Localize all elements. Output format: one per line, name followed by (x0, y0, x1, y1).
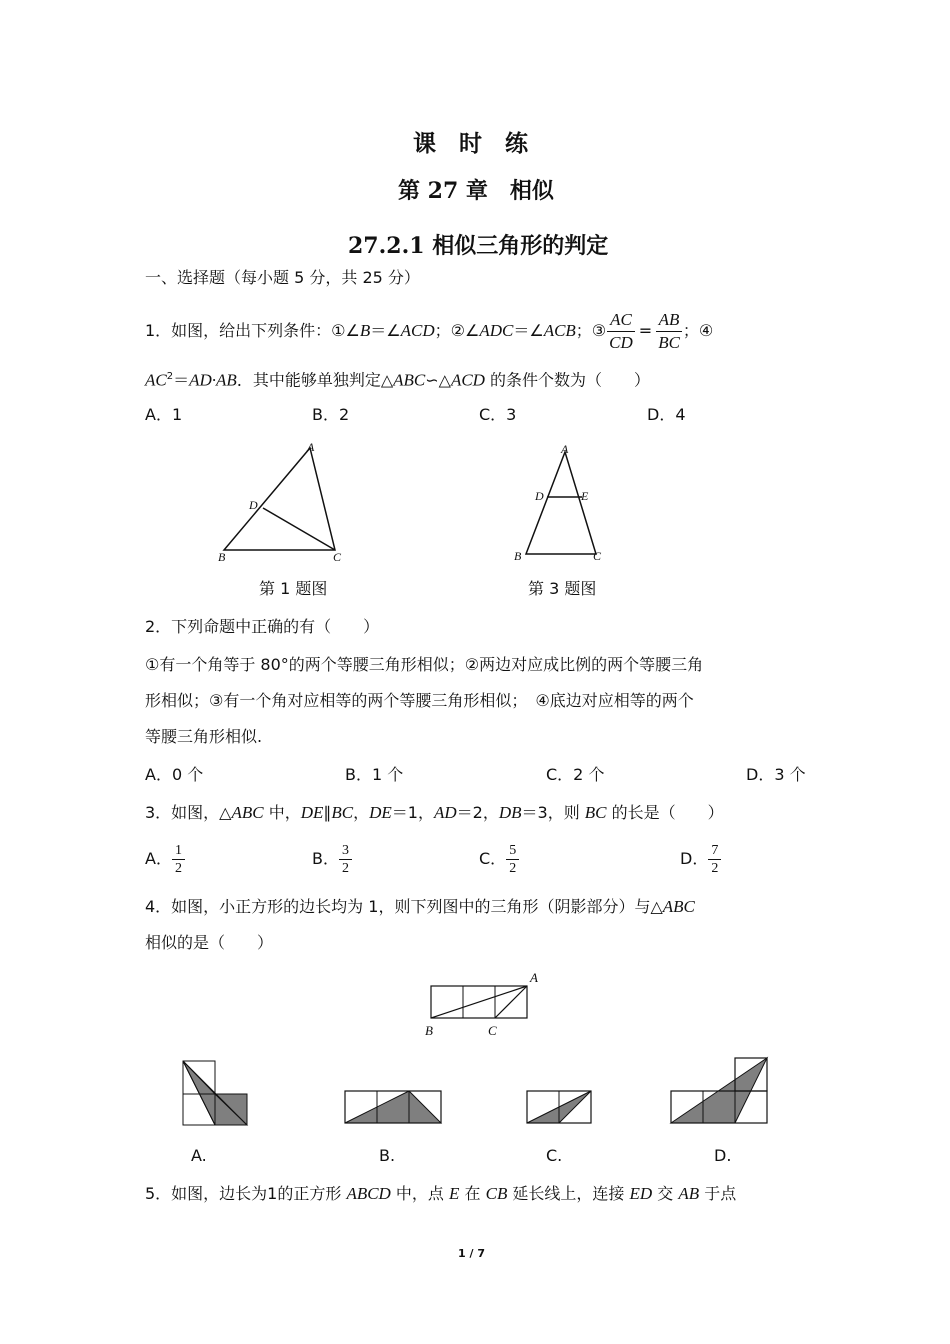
q3-option-a (145, 839, 185, 879)
q5-ed: ED (629, 1184, 653, 1203)
fig3-caption: 第 3 题图 (528, 579, 597, 598)
q4-option-a-label: A. (191, 1146, 207, 1165)
q5-e: E (449, 1184, 460, 1203)
section-heading: 一、选择题（每小题 5 分，共 25 分） (145, 268, 420, 287)
question-4-stem-line-2: 相似的是（ ） (145, 933, 274, 952)
q4-option-b-shaded-triangle (345, 1091, 441, 1123)
q1-option-a: A．1 (145, 405, 183, 424)
q4-option-c-label: C. (546, 1146, 563, 1165)
q1-fraction-ab-bc (655, 309, 683, 354)
question-2-stem: 2．下列命题中正确的有（ ） (145, 617, 380, 636)
q1-line2-tail: 的条件个数为（ ） (484, 370, 651, 390)
q1-frac2-num: AB (656, 309, 683, 332)
q4-option-d-label: D. (714, 1146, 732, 1165)
fig3-label-b: B (514, 549, 522, 563)
q5-ab: AB (678, 1184, 700, 1203)
q3-de: DE (300, 803, 324, 822)
q2-statement-line-2: 形相似；③有一个角对应相等的两个等腰三角形相似； ④底边对应相等的两个 (145, 691, 694, 710)
q1-acd: ACD (400, 321, 435, 340)
chapter-title: 第 27 章 相似 (398, 178, 554, 204)
q3-option-c-fraction (506, 842, 519, 877)
question-1-stem (145, 306, 713, 356)
q3-option-b-num: 3 (339, 842, 352, 860)
question-5-stem (145, 1184, 736, 1204)
fig3-label-e: E (581, 489, 589, 503)
q4-option-c-figure (526, 1090, 594, 1126)
q3-p3: ∥ (323, 803, 332, 822)
q1-adc: ADC (479, 321, 514, 340)
q1-equals: = (638, 321, 653, 340)
q3-option-d-den: 2 (711, 860, 719, 876)
q3-option-c-den: 2 (509, 860, 517, 876)
fig3-label-c: C (593, 549, 602, 563)
q3-de2: DE (369, 803, 392, 822)
section-title: 27.2.1 相似三角形的判定 (348, 233, 609, 259)
q2-option-b: B．1 个 (345, 765, 404, 784)
q3-option-c (479, 839, 519, 879)
q3-option-a-fraction (172, 842, 185, 877)
q3-p2: 中， (263, 803, 301, 822)
q1-eq1: ＝∠ (370, 321, 401, 340)
q3-p4: ， (353, 803, 370, 822)
q3-ad: AD (433, 803, 457, 822)
q3-option-d (680, 839, 721, 879)
q4-line1-abc: ABC (662, 897, 695, 916)
fig1-label-c: C (333, 550, 342, 564)
q1-option-c: C．3 (479, 405, 517, 424)
q1-line2-text: ．其中能够单独判定△ (236, 370, 394, 390)
q4-label-a: A (530, 970, 538, 985)
q2-option-a: A．0 个 (145, 765, 204, 784)
fig1-label-d: D (249, 498, 258, 512)
fig3-label-d: D (535, 489, 544, 503)
q1-frac1-num: AC (607, 309, 635, 332)
q1-line2-sup: 2 (166, 371, 174, 382)
q4-option-d-figure (670, 1057, 770, 1127)
q5-abcd: ABCD (346, 1184, 391, 1203)
q3-option-c-num: 5 (506, 842, 519, 860)
document-title: 课 时 练 (413, 130, 528, 157)
fig1-label-a: A (307, 440, 315, 454)
q1-line2-ac: AC (145, 370, 167, 390)
q3-option-d-letter: D． (680, 849, 709, 868)
page-number: 1 / 7 (458, 1247, 485, 1260)
q1-sep1: ；②∠ (434, 321, 480, 340)
fig1-triangle-abc (224, 448, 335, 550)
q3-p7: ＝3，则 (521, 803, 585, 822)
q1-prefix: 1．如图，给出下列条件：①∠ (145, 321, 360, 340)
q1-frac2-den: BC (658, 332, 680, 352)
q4-label-b: B (425, 1023, 433, 1038)
question-1-condition-line (145, 367, 650, 390)
q3-bc2: BC (584, 803, 607, 822)
q3-option-a-letter: A． (145, 849, 172, 868)
fig3-label-a: A (561, 442, 569, 456)
q2-option-c: C．2 个 (546, 765, 605, 784)
q1-frac1-den: CD (609, 332, 633, 352)
q1-eq2: ＝∠ (513, 321, 544, 340)
q3-p1: 3．如图，△ (145, 803, 232, 822)
q4-label-c: C (488, 1023, 497, 1038)
q1-acb: ACB (543, 321, 576, 340)
q3-bc: BC (331, 803, 354, 822)
q3-option-b-letter: B． (312, 849, 339, 868)
q3-option-b-fraction (339, 842, 352, 877)
q1-line2-acd: ACD (450, 370, 485, 390)
q1-option-d: D．4 (647, 405, 686, 424)
q3-p8: 的长是（ ） (606, 803, 724, 822)
q1-angle-b: B (359, 321, 371, 340)
q5-p2: 中，点 (390, 1184, 450, 1203)
q3-abc: ABC (231, 803, 264, 822)
q1-line2-eq: ＝ (173, 370, 190, 390)
q3-option-c-letter: C． (479, 849, 507, 868)
q2-option-d: D．3 个 (746, 765, 806, 784)
q1-line2-sim: ∽△ (425, 370, 451, 390)
q3-p6: ＝2， (456, 803, 499, 822)
q3-option-b (312, 839, 352, 879)
q5-p6: 于点 (699, 1184, 737, 1203)
q5-p3: 在 (459, 1184, 486, 1203)
fig1-segment-dc (263, 508, 335, 550)
q1-sep3: ；④ (682, 321, 714, 340)
q5-p4: 延长线上，连接 (507, 1184, 630, 1203)
question-4-stem (145, 897, 695, 917)
q5-cb: CB (485, 1184, 508, 1203)
fig1-caption: 第 1 题图 (259, 579, 328, 598)
q3-option-d-num: 7 (708, 842, 721, 860)
q4-option-b-label: B. (379, 1146, 396, 1165)
q4-option-b-figure (344, 1090, 444, 1126)
q1-line2-abc: ABC (393, 370, 426, 390)
q4-ref-segment-ba (431, 986, 527, 1018)
q4-option-a-figure (182, 1060, 248, 1128)
q2-statement-line-3: 等腰三角形相似. (145, 727, 263, 746)
q3-option-b-den: 2 (341, 860, 349, 876)
q3-p5: ＝1， (391, 803, 434, 822)
q3-option-d-fraction (708, 842, 721, 877)
q1-sep2: ；③ (575, 321, 607, 340)
q3-option-a-num: 1 (172, 842, 185, 860)
fig1-label-b: B (218, 550, 226, 564)
question-3-stem (145, 803, 724, 823)
q5-p1: 5．如图，边长为1的正方形 (145, 1184, 347, 1203)
q4-reference-grid (430, 985, 530, 1020)
q3-option-a-den: 2 (174, 860, 182, 876)
q1-option-b: B．2 (312, 405, 350, 424)
q1-line2-adab: AD·AB (189, 370, 237, 390)
q5-p5: 交 (652, 1184, 679, 1203)
q4-line1-text: 4．如图，小正方形的边长均为 1，则下列图中的三角形（阴影部分）与△ (145, 897, 663, 916)
q2-statement-line-1: ①有一个角等于 80°的两个等腰三角形相似；②两边对应成比例的两个等腰三角 (145, 655, 704, 674)
q1-fraction-ac-cd (606, 309, 636, 354)
q3-db: DB (498, 803, 522, 822)
